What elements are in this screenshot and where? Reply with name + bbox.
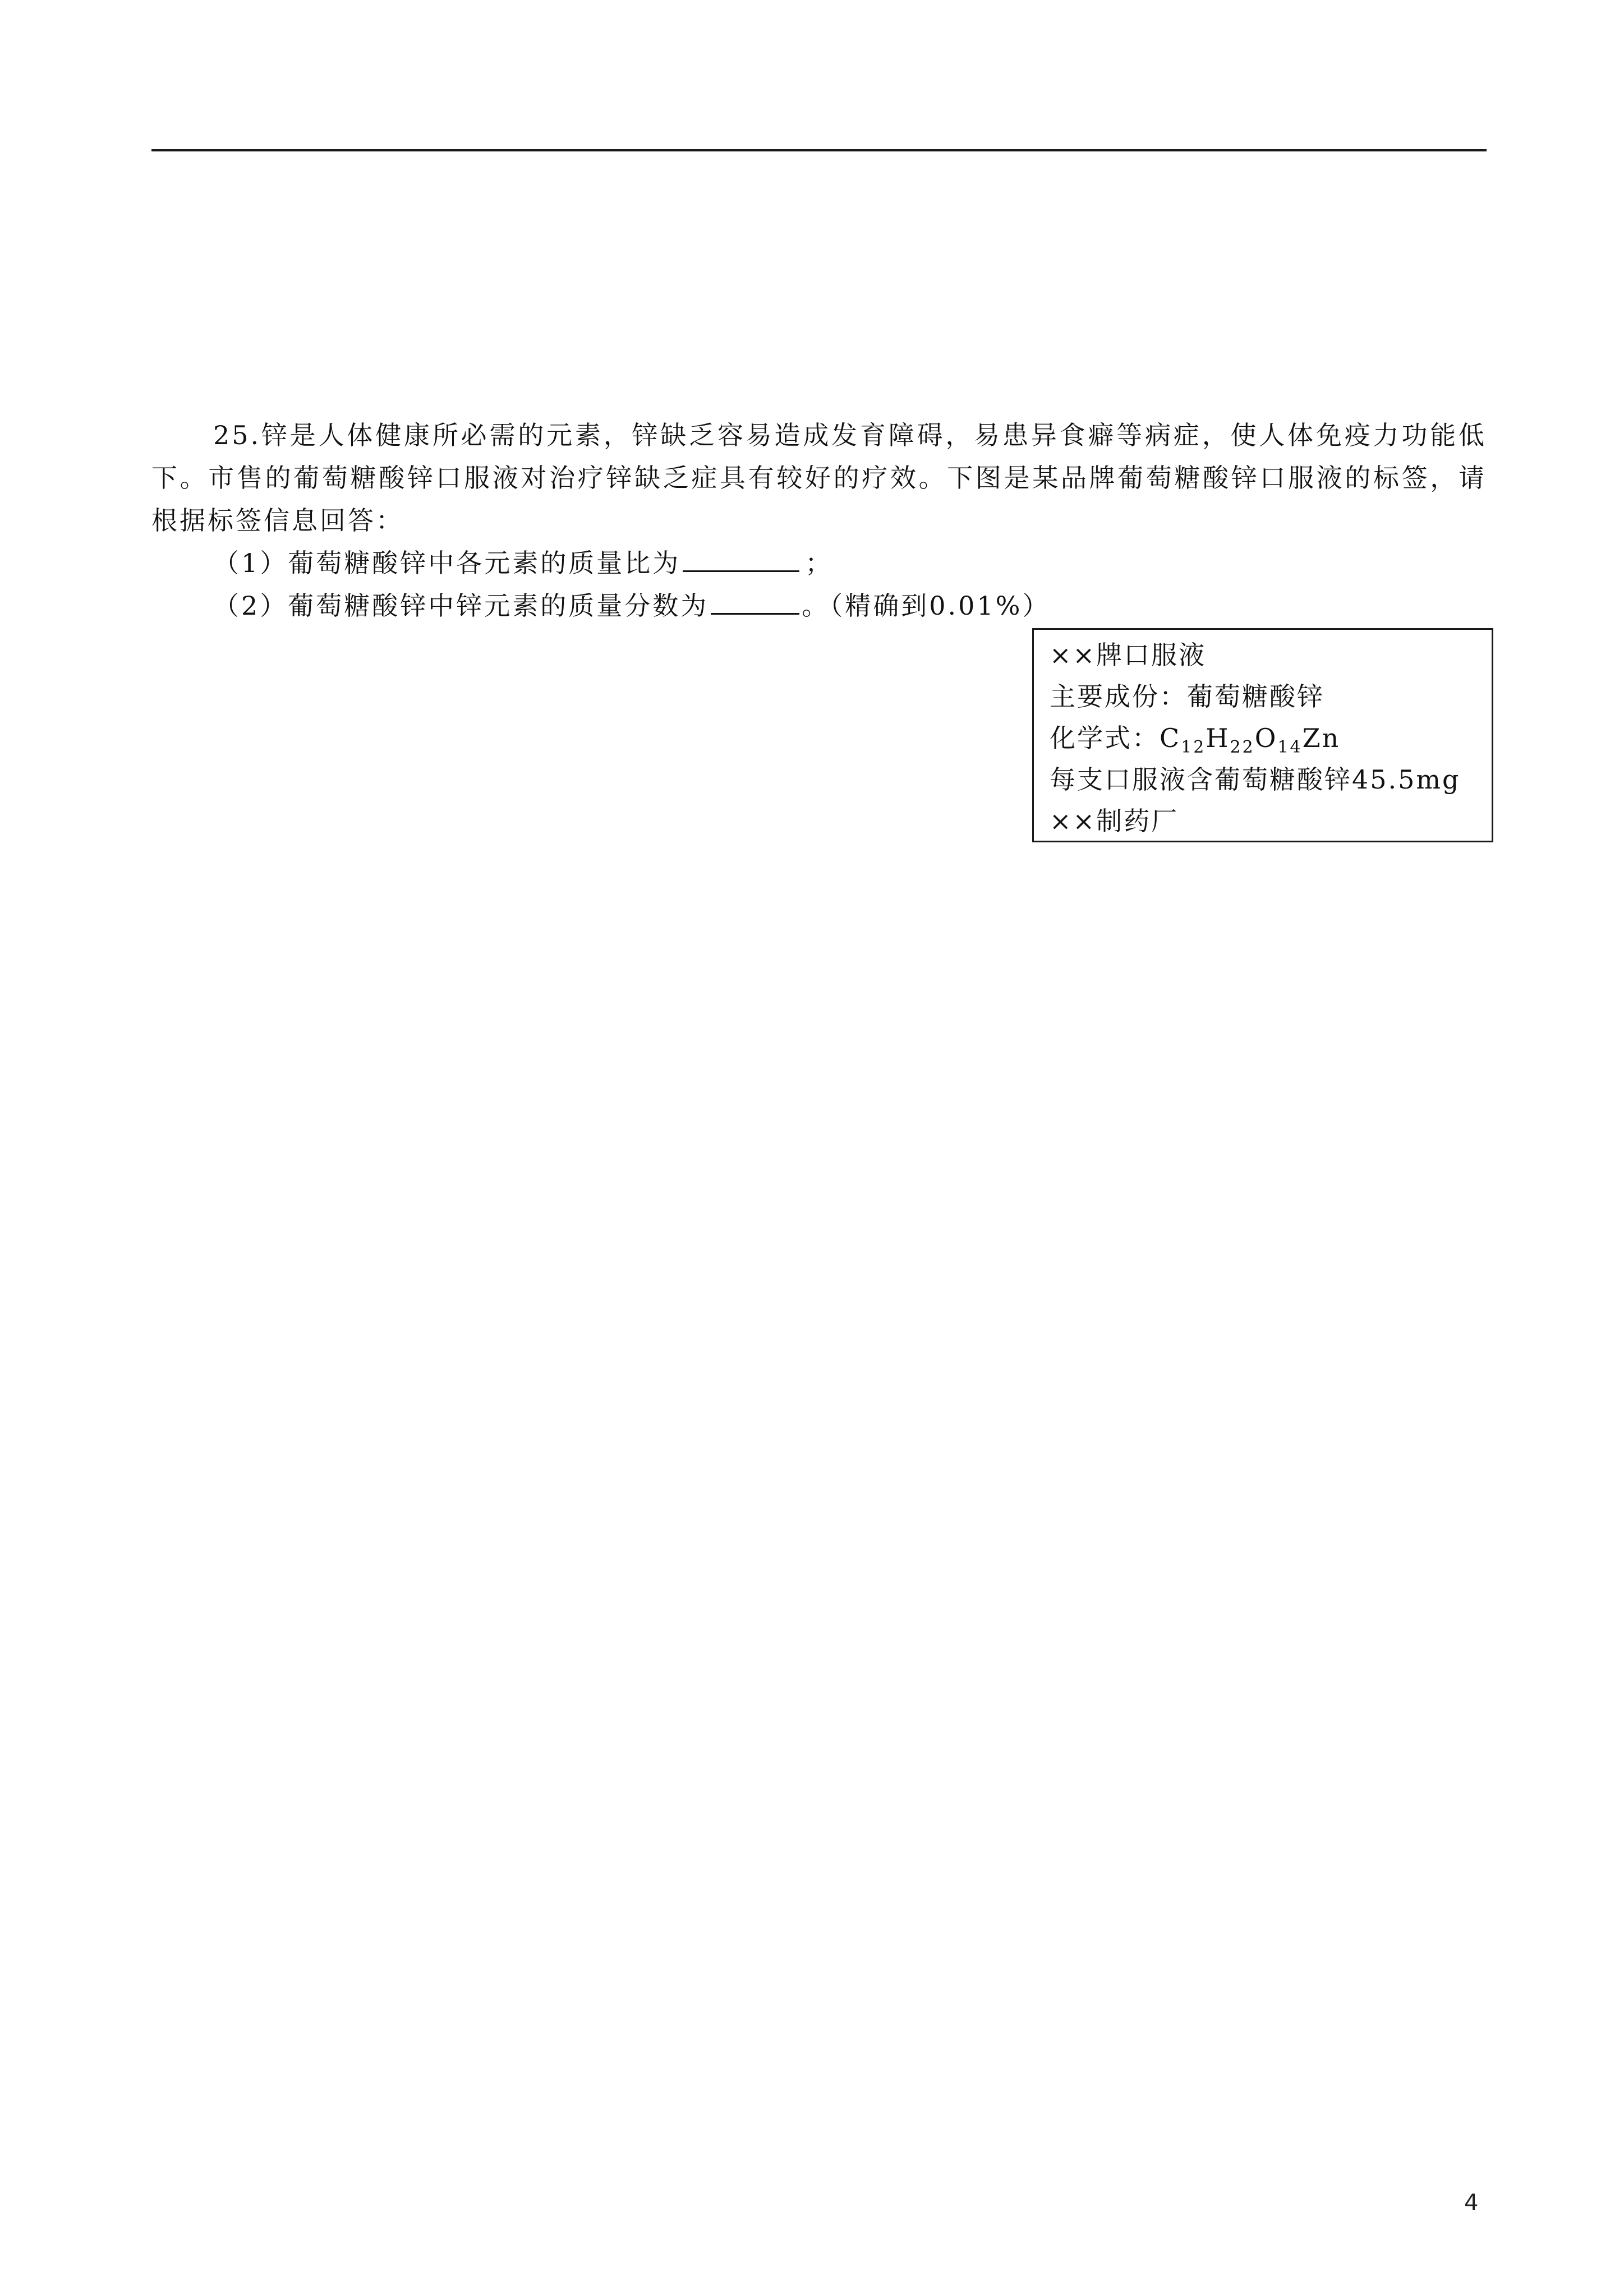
formula-c: C: [1160, 723, 1181, 753]
question-intro: 25.锌是人体健康所必需的元素，锌缺乏容易造成发育障碍，易患异食癖等病症，使人体免疫力功能低下。市售的葡萄糖酸锌口服液对治疗锌缺乏症具有较好的疗效。下图是某品牌葡萄糖酸锌口服液的标签，请根据标签信息回答：: [151, 420, 1487, 536]
label-brand: ××牌口服液: [1050, 640, 1207, 670]
part-1-suffix: ；: [805, 548, 834, 578]
formula-zn: Zn: [1302, 723, 1341, 753]
formula-c-sub: 12: [1181, 737, 1206, 757]
formula-h-sub: 22: [1230, 737, 1255, 757]
product-label: [1032, 628, 1493, 842]
page-number: 4: [1464, 2190, 1479, 2216]
part-2-text: （2）葡萄糖酸锌中锌元素的质量分数为: [213, 591, 709, 621]
question-part-2: [151, 584, 1487, 627]
formula-o-sub: 14: [1277, 737, 1303, 757]
answer-blank-1[interactable]: [683, 546, 799, 572]
question-part-1: [151, 542, 1487, 584]
label-formula: [1050, 717, 1492, 759]
label-manufacturer: ××制药厂: [1050, 806, 1179, 836]
formula-o: O: [1254, 723, 1278, 753]
answer-blank-2[interactable]: [711, 588, 799, 615]
question-25: [151, 414, 1487, 627]
chemical-formula: [1160, 723, 1341, 757]
part-1-text: （1）葡萄糖酸锌中各元素的质量比为: [213, 548, 681, 578]
label-ingredient: 主要成份：葡萄糖酸锌: [1050, 681, 1324, 712]
formula-h: H: [1206, 723, 1230, 753]
formula-prefix: 化学式：: [1050, 723, 1160, 753]
label-content: 每支口服液含葡萄糖酸锌45.5mg: [1050, 764, 1461, 795]
part-2-suffix: 。（精确到0.01%）: [802, 591, 1051, 621]
header-rule: [151, 149, 1487, 151]
